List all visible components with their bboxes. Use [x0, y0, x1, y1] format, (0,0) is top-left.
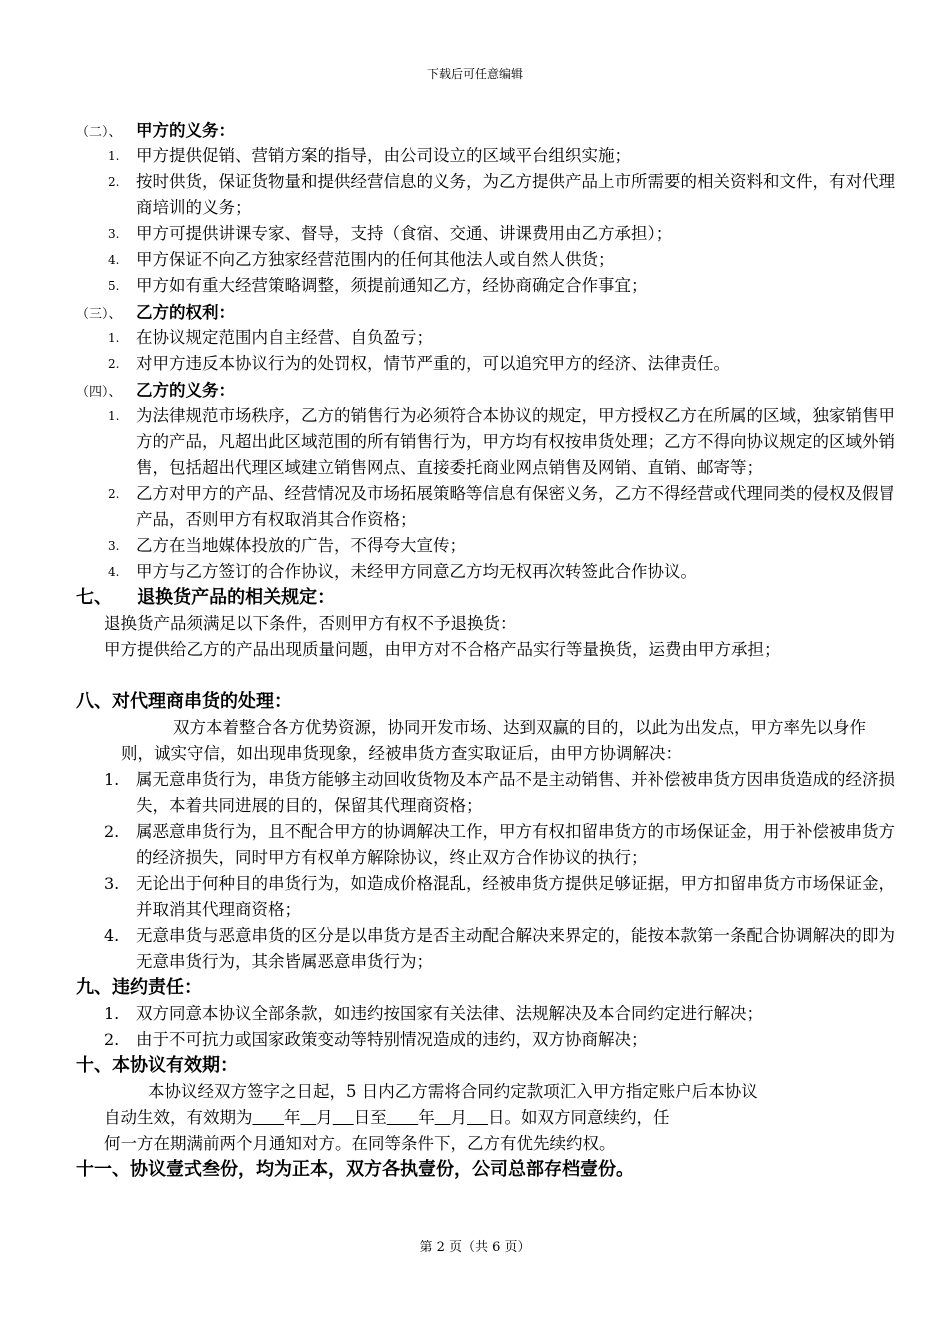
- item-text: 甲方提供促销、营销方案的指导，由公司设立的区域平台组织实施；: [136, 146, 631, 165]
- validity-text: 月: [450, 1108, 467, 1127]
- section-party-b-obligations: [76, 377, 896, 403]
- list-item: [76, 767, 896, 819]
- item-text: 双方同意本协议全部条款，如违约按国家有关法律、法规解决及本合同约定进行解决；: [136, 1004, 763, 1023]
- section-mark: （二）、: [76, 125, 122, 140]
- item-text: 甲方如有重大经营策略调整，须提前通知乙方，经协商确定合作事宜；: [136, 276, 648, 295]
- section-11-title: 十一、协议壹式叁份，均为正本，双方各执壹份，公司总部存档壹份。: [76, 1159, 634, 1180]
- item-number: 1.: [104, 770, 120, 789]
- blank-day-start: [333, 1108, 354, 1127]
- item-text: 无意串货与恶意串货的区分是以串货方是否主动配合解决来界定的，能按本款第一条配合协调解决的即为无意串货行为，其余皆属恶意串货行为；: [136, 926, 895, 971]
- item-number: 2.: [108, 175, 120, 189]
- list-item: [76, 923, 896, 975]
- validity-line-3: 何一方在期满前两个月通知对方。在同等条件下，乙方有优先续约权。: [104, 1134, 616, 1153]
- section-10-title: 十、本协议有效期：: [76, 1055, 238, 1076]
- list-item: [76, 481, 896, 533]
- section-title: 乙方的权利：: [136, 303, 235, 322]
- section-9-title: 九、违约责任：: [76, 977, 202, 998]
- item-number: 5.: [108, 279, 120, 293]
- page-header: 下载后可任意编辑: [426, 67, 523, 81]
- list-item: [76, 559, 896, 585]
- item-number: 2.: [108, 487, 120, 501]
- item-number: 4.: [108, 253, 120, 267]
- item-text: 为法律规范市场秩序，乙方的销售行为必须符合本协议的规定，甲方授权乙方在所属的区域，独家销售甲方的产品，凡超出此区域范围的所有销售行为，甲方均有权按串货处理；乙方不得向协议规定的区域外销售，包括超出代理区域建立销售网点、直接委托商业网点销售及网销、直销、邮寄等；: [136, 406, 895, 477]
- blank-year-start: [253, 1108, 284, 1127]
- item-number: 3.: [104, 874, 120, 893]
- section-mark: （三）、: [76, 307, 122, 322]
- section-party-a-obligations: [76, 117, 896, 143]
- item-text: 无论出于何种目的串货行为，如造成价格混乱，经被串货方提供足够证据，甲方扣留串货方市场保证金，并取消其代理商资格；: [136, 874, 895, 919]
- validity-text: 日。如双方同意续约，任: [487, 1108, 670, 1127]
- section-title: 乙方的义务：: [136, 381, 235, 400]
- list-item: [76, 247, 896, 273]
- list-item: [76, 143, 896, 169]
- blank-month-end: [435, 1108, 451, 1127]
- section-7-para-2: 甲方提供给乙方的产品出现质量问题，由甲方对不合格产品实行等量换货，运费由甲方承担；: [104, 640, 781, 659]
- section-7-title: 七、 退换货产品的相关规定：: [76, 587, 336, 608]
- page-footer: 第 2 页（共 6 页）: [419, 1240, 531, 1255]
- page-content: [76, 117, 896, 1183]
- list-item: [76, 169, 896, 221]
- item-number: 4.: [108, 565, 120, 579]
- item-number: 2.: [104, 1030, 120, 1049]
- item-text: 对甲方违反本协议行为的处罚权，情节严重的，可以追究甲方的经济、法律责任。: [136, 354, 730, 373]
- item-number: 4.: [104, 926, 120, 945]
- item-number: 3.: [108, 539, 120, 553]
- item-text: 乙方对甲方的产品、经营情况及市场拓展策略等信息有保密义务，乙方不得经营或代理同类的侵权及假冒产品，否则甲方有权取消其合作资格；: [136, 484, 895, 529]
- validity-line-2: [76, 1105, 896, 1131]
- list-item: [76, 403, 896, 481]
- validity-line-1: 本协议经双方签字之日起，5 日内乙方需将合同约定款项汇入甲方指定账户后本协议: [148, 1082, 758, 1101]
- section-8-title: 八、对代理商串货的处理：: [76, 691, 292, 712]
- item-number: 3.: [108, 227, 120, 241]
- item-text: 在协议规定范围内自主经营、自负盈亏；: [136, 328, 433, 347]
- item-text: 甲方保证不向乙方独家经营范围内的任何其他法人或自然人供货；: [136, 250, 615, 269]
- section-party-b-rights: [76, 299, 896, 325]
- list-item: [76, 1001, 896, 1027]
- item-text: 由于不可抗力或国家政策变动等特别情况造成的违约，双方协商解决；: [136, 1030, 648, 1049]
- list-item: [76, 819, 896, 871]
- list-item: [76, 325, 896, 351]
- item-number: 1.: [108, 409, 120, 423]
- list-item: [76, 351, 896, 377]
- item-text: 甲方与乙方签订的合作协议，未经甲方同意乙方均无权再次转签此合作协议。: [136, 562, 697, 581]
- blank-line: [76, 663, 896, 689]
- list-item: [76, 1027, 896, 1053]
- item-text: 甲方可提供讲课专家、督导，支持（食宿、交通、讲课费用由乙方承担）；: [136, 224, 673, 243]
- validity-text: 自动生效，有效期为: [104, 1108, 253, 1127]
- item-text: 按时供货，保证货物量和提供经营信息的义务，为乙方提供产品上市所需要的相关资料和文件，有对代理商培训的义务；: [136, 172, 895, 217]
- item-text: 乙方在当地媒体投放的广告，不得夸大宣传；: [136, 536, 466, 555]
- blank-day-end: [467, 1108, 488, 1127]
- section-mark: （四）、: [76, 385, 122, 400]
- section-8-intro: 双方本着整合各方优势资源，协同开发市场、达到双赢的目的，以此为出发点，甲方率先以身作则，诚实守信，如出现串货现象，经被串货方查实取证后，由甲方协调解决：: [121, 718, 866, 763]
- section-title: 甲方的义务：: [136, 121, 235, 140]
- item-text: 属恶意串货行为，且不配合甲方的协调解决工作，甲方有权扣留串货方的市场保证金，用于补偿被串货方的经济损失，同时甲方有权单方解除协议，终止双方合作协议的执行；: [136, 822, 895, 867]
- validity-text: 日至: [353, 1108, 387, 1127]
- item-number: 1.: [104, 1004, 120, 1023]
- blank-year-end: [387, 1108, 418, 1127]
- validity-text: 年: [418, 1108, 435, 1127]
- item-number: 2.: [104, 822, 120, 841]
- item-number: 1.: [108, 331, 120, 345]
- item-number: 1.: [108, 149, 120, 163]
- item-number: 2.: [108, 357, 120, 371]
- list-item: [76, 871, 896, 923]
- item-text: 属无意串货行为，串货方能够主动回收货物及本产品不是主动销售、并补偿被串货方因串货造成的经济损失，本着共同进展的目的，保留其代理商资格；: [136, 770, 895, 815]
- section-7-para-1: 退换货产品须满足以下条件，否则甲方有权不予退换货：: [104, 614, 517, 633]
- validity-text: 年: [283, 1108, 301, 1127]
- validity-text: 月: [316, 1108, 333, 1127]
- list-item: [76, 273, 896, 299]
- list-item: [76, 533, 896, 559]
- list-item: [76, 221, 896, 247]
- blank-month-start: [300, 1108, 316, 1127]
